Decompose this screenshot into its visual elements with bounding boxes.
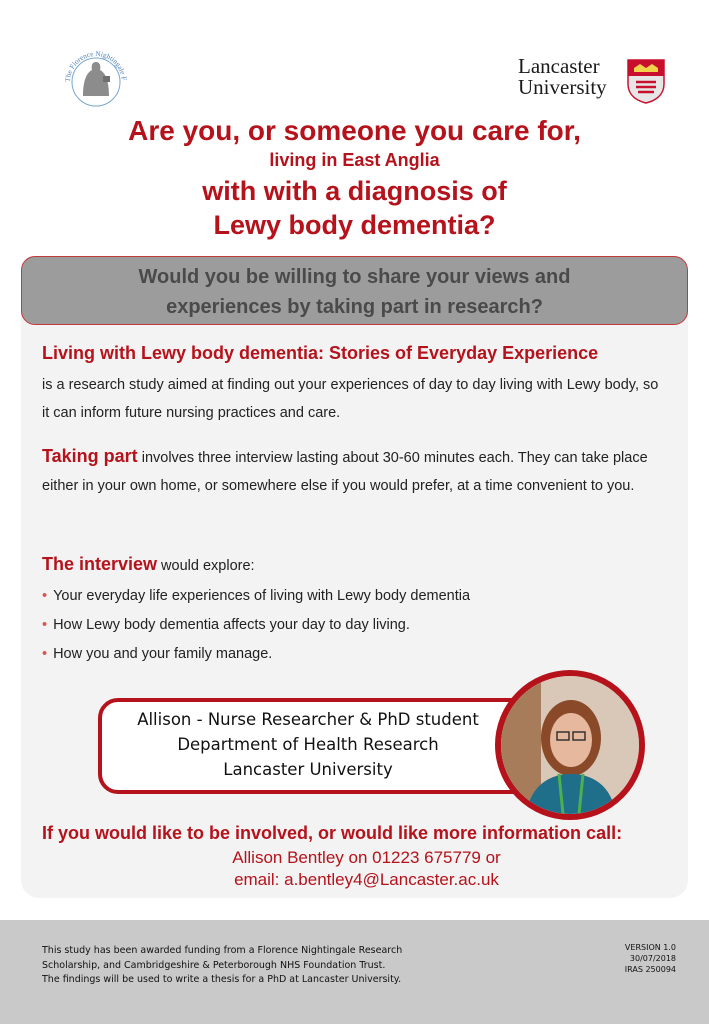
- list-item: • Your everyday life experiences of living with Lewy body dementia: [42, 588, 471, 604]
- headline-line-3: with with a diagnosis of: [202, 176, 507, 206]
- lancaster-university-logo: [518, 56, 666, 108]
- lancaster-crest-icon: [626, 58, 666, 104]
- interview-heading: [42, 554, 255, 575]
- taking-part-lead: Taking part: [42, 446, 138, 466]
- researcher-photo: [495, 670, 645, 820]
- headline-line-2: living in East Anglia: [269, 150, 440, 170]
- florence-nightingale-logo: [56, 40, 136, 120]
- funding-statement: This study has been awarded funding from a Florence Nightingale Research Scholarship, and Cambridgeshire & Peterborough NHS Foundation Trust. The findings will be used to write a thesis for a PhD at Lancaster University.: [42, 945, 403, 985]
- interview-lead: The interview: [42, 554, 158, 574]
- taking-part-text: involves three interview lasting about 30-60 minutes each. They can take place either in your own home, or somewhere else if you would prefer, at a time convenient to you.: [42, 450, 648, 494]
- phone-contact[interactable]: Allison Bentley on 01223 675779 or: [232, 848, 501, 867]
- researcher-details: Allison - Nurse Researcher & PhD student Department of Health Research Lancaster University: [137, 710, 479, 779]
- headline-line-1: Are you, or someone you care for,: [128, 115, 581, 146]
- call-to-action-heading: If you would like to be involved, or would like more information call:: [42, 823, 623, 843]
- banner-text: Would you be willing to share your views and experiences by taking part in research?: [138, 266, 571, 318]
- study-description: is a research study aimed at finding out your experiences of day to day living with Lewy body, so it can inform future nursing practices and care.: [42, 377, 659, 421]
- headline-line-4: Lewy body dementia?: [213, 210, 496, 240]
- list-item: • How you and your family manage.: [42, 646, 273, 662]
- bullet-icon: •: [42, 617, 48, 633]
- email-contact[interactable]: email: a.bentley4@Lancaster.ac.uk: [234, 870, 499, 889]
- interview-topics-list: [42, 588, 470, 675]
- bullet-icon: •: [42, 588, 48, 604]
- bullet-icon: •: [42, 646, 48, 662]
- list-item: • How Lewy body dementia affects your day to day living.: [42, 617, 410, 633]
- svg-text:The Florence Nightingale Found: The Florence Nightingale F: [63, 49, 128, 83]
- taking-part-paragraph: [42, 442, 662, 500]
- lancaster-wordmark: Lancaster University: [518, 54, 607, 99]
- interview-text: would explore:: [157, 558, 255, 574]
- study-title: Living with Lewy body dementia: Stories of Everyday Experience: [42, 343, 599, 363]
- version-info: VERSION 1.0 30/07/2018 IRAS 250094: [624, 943, 676, 974]
